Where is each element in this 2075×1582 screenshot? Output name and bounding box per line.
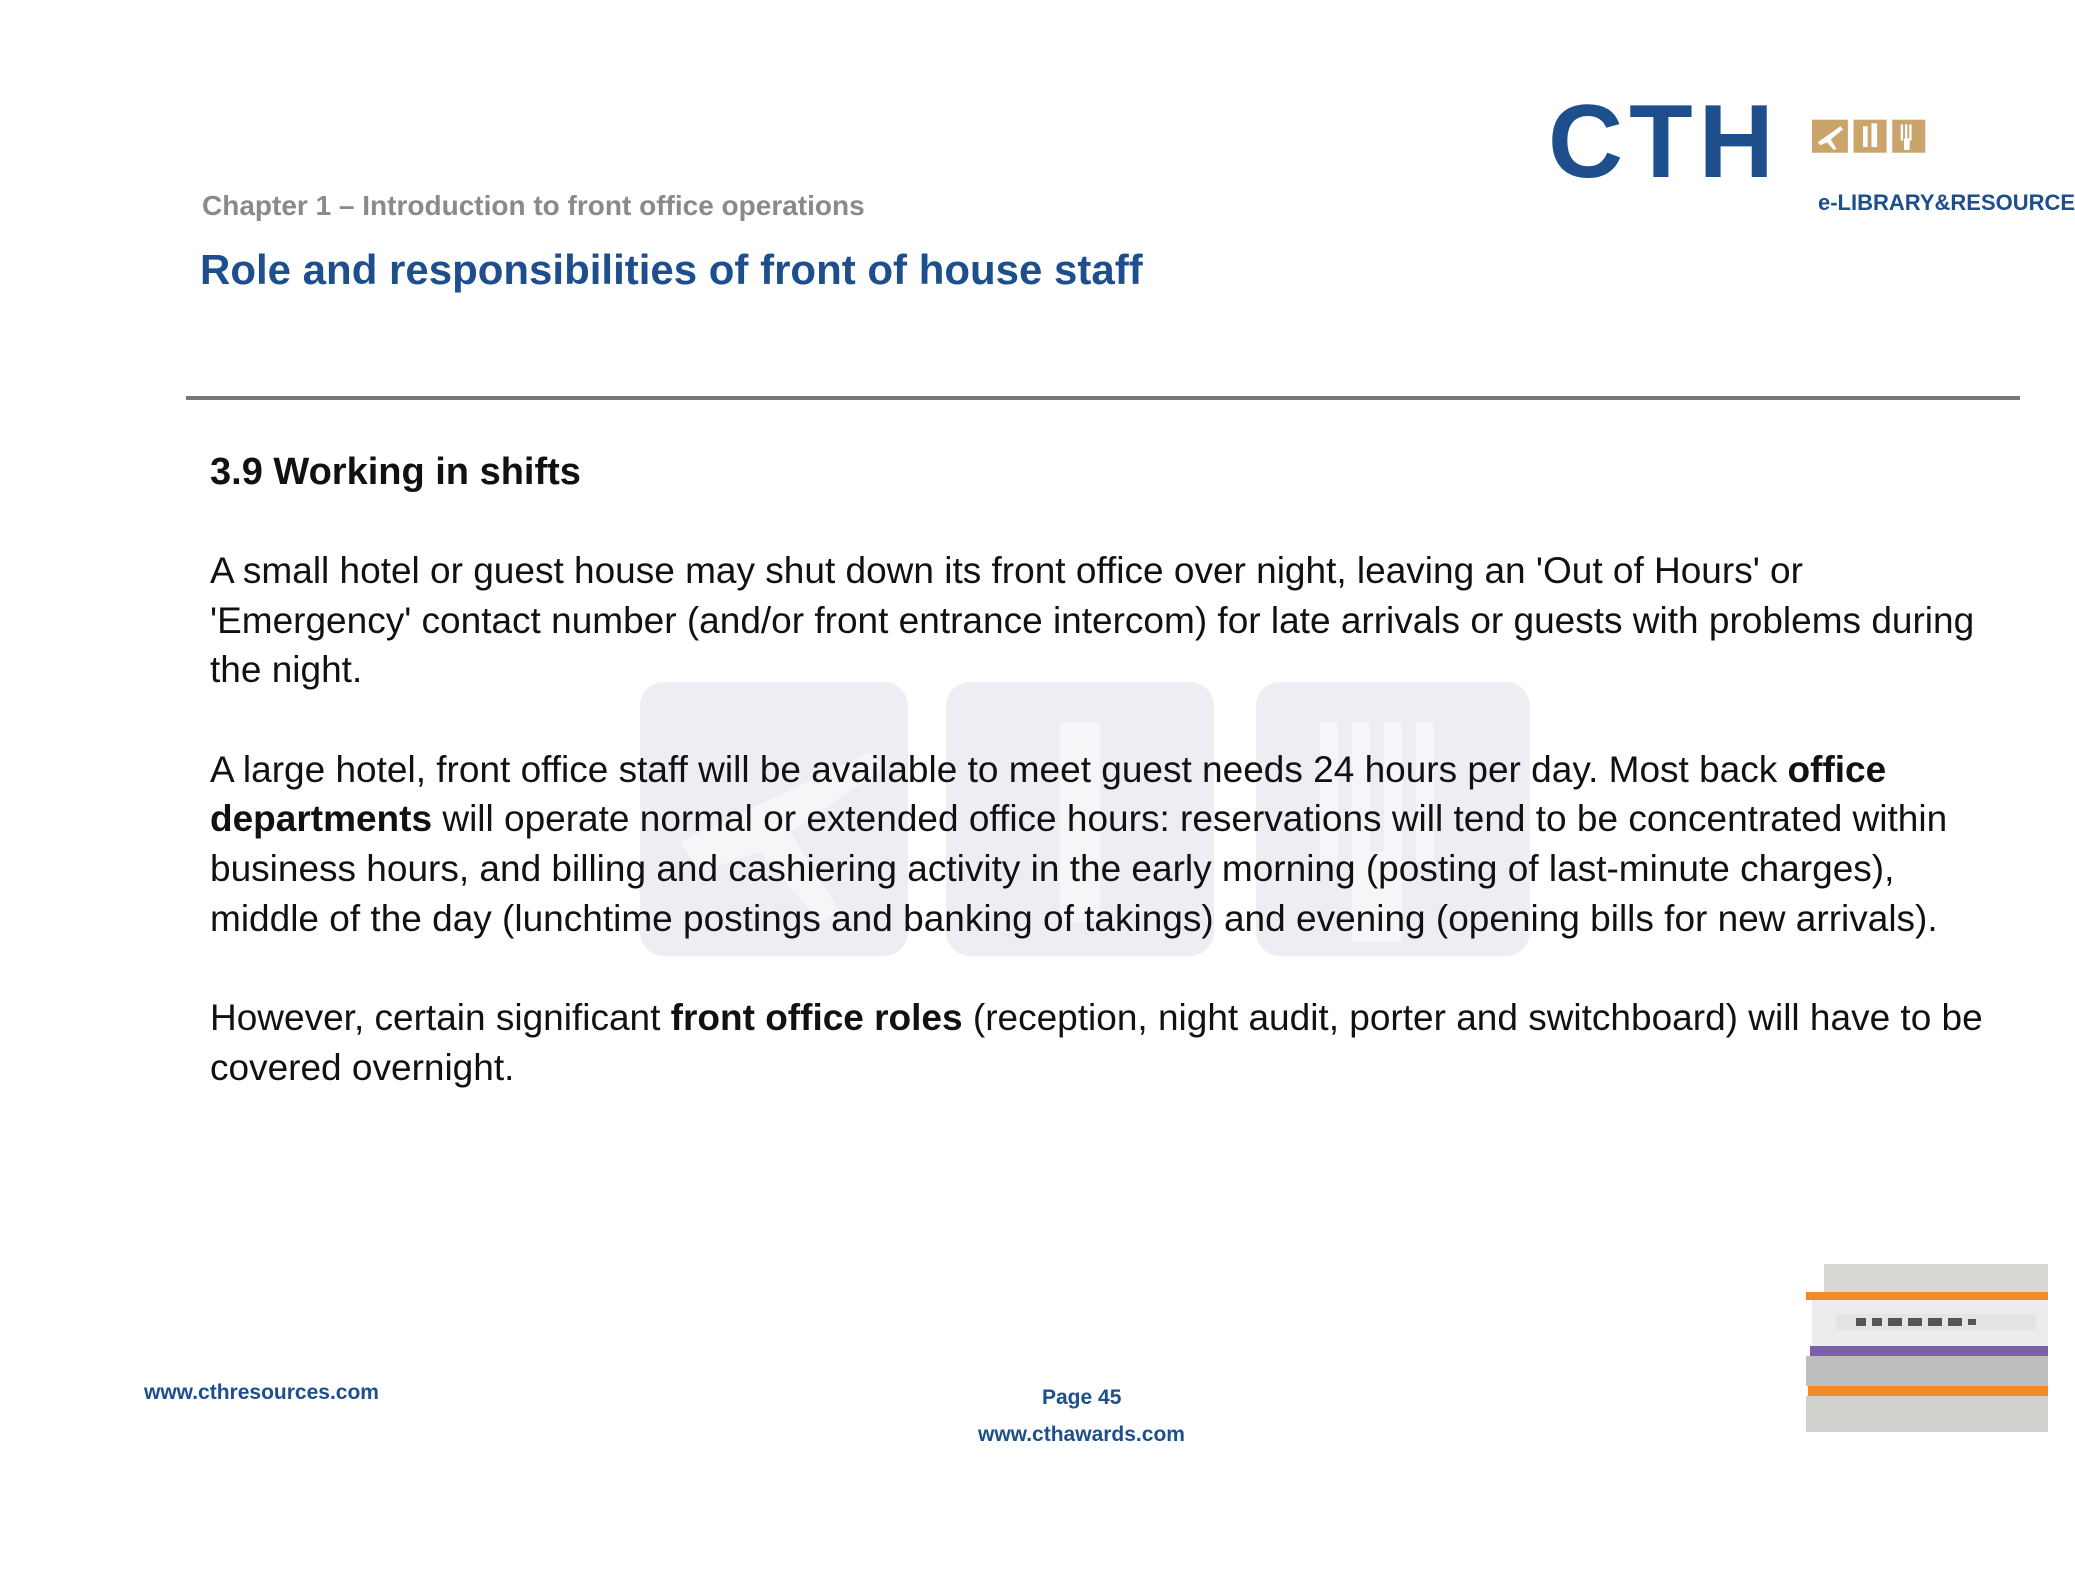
cth-logo-icons: [1812, 108, 2048, 188]
p2-bold-term: office departments: [210, 748, 1887, 840]
chapter-label: Chapter 1 – Introduction to front office operations: [202, 190, 865, 221]
paragraph-overnight-roles: [210, 993, 2000, 1092]
header-divider: [186, 396, 2020, 400]
p3-text-post: (reception, night audit, porter and switchboard) will have to be covered overnight.: [210, 997, 1983, 1088]
p3-text-pre: However, certain significant: [210, 997, 671, 1039]
section-heading: 3.9 Working in shifts: [210, 451, 581, 493]
book-stack-image: [1806, 1262, 2048, 1432]
page-title: Role and responsibilities of front of house staff: [200, 246, 1143, 293]
page-number: Page 45: [1042, 1386, 1122, 1409]
footer-link-cthawards[interactable]: www.cthawards.com: [978, 1423, 1185, 1446]
paragraph-small-hotel: A small hotel or guest house may shut down its front office over night, leaving an 'Out of Hours' or 'Emergency' contact number (and/or front entrance intercom) for late arrivals or guests with problems during the night.: [210, 550, 1975, 691]
p2-text-post: will operate normal or extended office hours: reservations will tend to be concentrated within business hours, and billing and cashiering activity in the early morning (posting of last-minute charges), middle of the day (lunchtime postings and banking of takings) and evening (opening bills for new arrivals).: [210, 798, 1948, 939]
footer-link-cthresources[interactable]: www.cthresources.com: [144, 1381, 379, 1404]
p2-text-pre: A large hotel, front office staff will be available to meet guest needs 24 hours per day. Most back: [210, 748, 1788, 790]
section-content: [210, 448, 2000, 1142]
hotel-icon: [1854, 120, 1887, 153]
p3-bold-term: front office roles: [670, 997, 963, 1039]
cth-logo-text: CTH: [1548, 84, 1780, 200]
paragraph-large-hotel: [210, 745, 2000, 943]
logo-subtitle: e-LIBRARY&RESOURCE: [1818, 190, 2075, 215]
